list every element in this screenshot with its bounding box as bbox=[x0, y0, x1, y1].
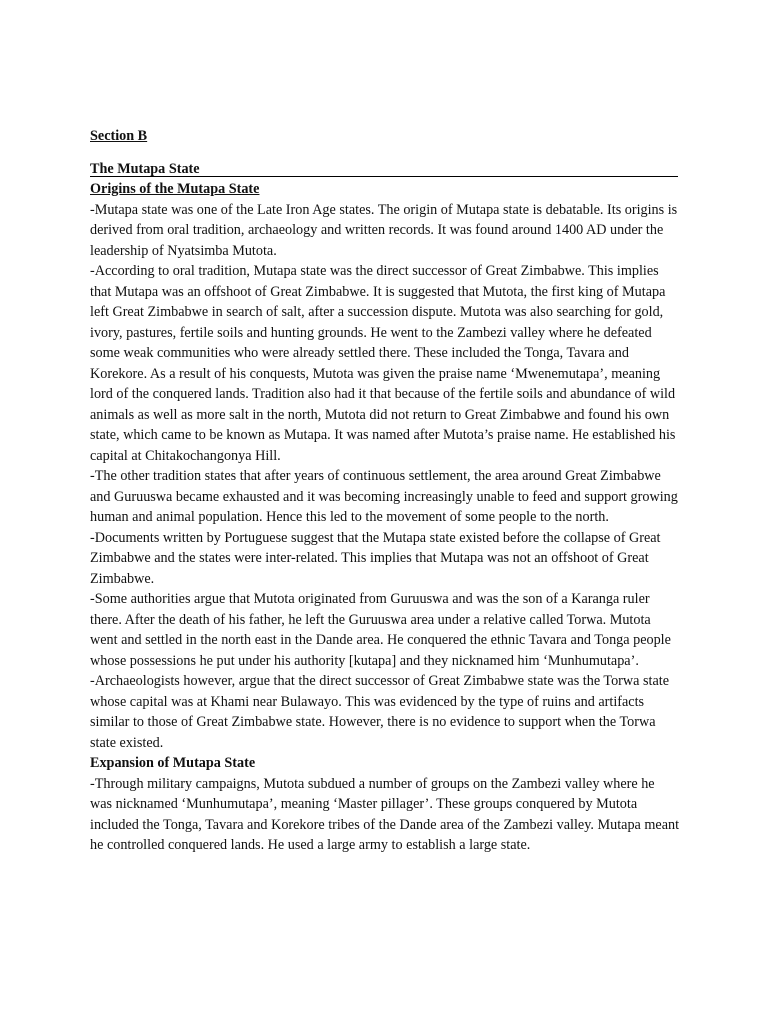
section-label: Section B bbox=[90, 128, 148, 144]
paragraph: -Archaeologists however, argue that the direct successor of Great Zimbabwe state was the Torwa state whose capital was at Khami near Bulawayo. This was evidenced by the type of ruins and artifacts similar to those of Great Zimbabwe state. However, there is no evidence to support when the Torwa state existed. bbox=[90, 673, 669, 751]
document-body bbox=[90, 179, 680, 856]
paragraph: -Some authorities argue that Mutota originated from Guruuswa and was the son of a Karanga ruler there. After the death of his father, he left the Guruuswa area under a relative called Torwa. Mutota went and settled in the north east in the Dande area. He conquered the ethnic Tavara and Tonga people whose possessions he put under his authority [kutapa] and they nicknamed him ‘Munhumutapa’. bbox=[90, 591, 671, 669]
document-title: The Mutapa State bbox=[90, 161, 200, 177]
paragraph: -Through military campaigns, Mutota subdued a number of groups on the Zambezi valley where he was nicknamed ‘Munhumutapa’, meaning ‘Master pillager’. These groups conquered by Mutota included the Tonga, Tavara and Korekore tribes of the Dande area of the Zambezi valley. Mutapa meant he controlled conquered lands. He used a large army to establish a large state. bbox=[90, 775, 680, 853]
paragraph: -Mutapa state was one of the Late Iron Age states. The origin of Mutapa state is debatable. Its origins is derived from oral tradition, archaeology and written records. It was found around 1400 AD under the leadership of Nyatsimba Mutota. bbox=[90, 201, 678, 259]
origins-heading: Origins of the Mutapa State bbox=[90, 181, 260, 197]
paragraph: -Documents written by Portuguese suggest that the Mutapa state existed before the collapse of Great Zimbabwe and the states were inter-related. This implies that Mutapa was not an offshoot of Great Zimbabwe. bbox=[90, 529, 661, 587]
paragraph: -According to oral tradition, Mutapa state was the direct successor of Great Zimbabwe. This implies that Mutapa was an offshoot of Great Zimbabwe. It is suggested that Mutota, the first king of Mutapa left Great Zimbabwe in search of salt, after a succession dispute. Mutota was also searching for gold, ivory, pastures, fertile soils and hunting grounds. He went to the Zambezi valley where he defeated some weak communities who were already settled there. These included the Tonga, Tavara and Korekore. As a result of his conquests, Mutota was given the praise name ‘Mwenemutapa’, meaning lord of the conquered lands. Tradition also had it that because of the fertile soils and abundance of wild animals as well as more salt in the north, Mutota did not return to Great Zimbabwe and found his own state, which came to be known as Mutapa. It was named after Mutota’s praise name. He established his capital at Chitakochangonya Hill. bbox=[90, 263, 676, 464]
expansion-heading: Expansion of Mutapa State bbox=[90, 755, 256, 771]
paragraph: -The other tradition states that after years of continuous settlement, the area around Great Zimbabwe and Guruuswa became exhausted and it was becoming increasingly unable to feed and support growing human and animal population. Hence this led to the movement of some people to the north. bbox=[90, 468, 678, 525]
title-rule bbox=[90, 159, 678, 177]
